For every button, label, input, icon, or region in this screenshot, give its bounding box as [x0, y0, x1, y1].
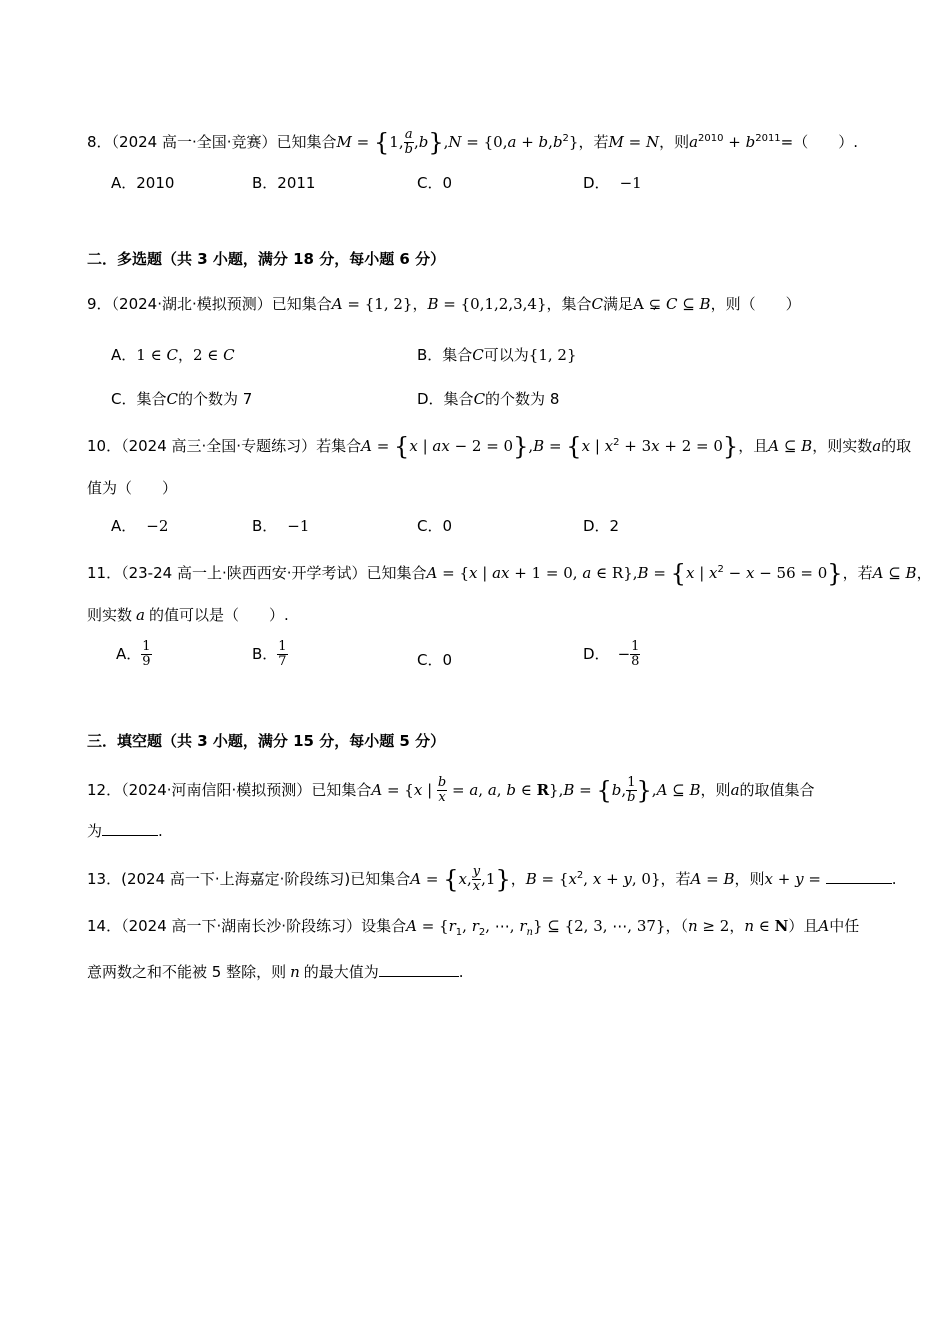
option-a: A．1 ∈ C，2 ∈ C [111, 346, 235, 364]
question-text: ，则（ ） [710, 295, 801, 313]
option-label: A． [111, 346, 137, 364]
question-text: 已知集合 [366, 564, 427, 582]
option-d: D． − $\frac{1}{8}$ [583, 639, 640, 669]
question-text: . [891, 870, 897, 888]
question-text: ，则 [734, 870, 765, 888]
question-number: 12． [87, 781, 122, 799]
question-text: ，若 [842, 564, 873, 582]
option-text: 的个数为 8 [485, 390, 560, 408]
option-c: C．0 [417, 174, 453, 192]
question-text: 已知集合 [276, 133, 337, 151]
fraction: $\frac{1}{7}$ [278, 639, 287, 669]
question-source: （23-24 高一上·陕西西安·开学考试） [121, 564, 367, 582]
option-value: −1 [619, 174, 642, 192]
question-text: 已知集合 [271, 295, 332, 313]
question-number: 13． [87, 870, 122, 888]
question-text: ，（ [665, 917, 688, 935]
question-text: ，且 [738, 437, 769, 455]
question-13: 13．(2024 高一下·上海嘉定·阶段练习)已知集合A = {x, $\frac{y}{x}$ ,1}，$B = \{x^2$, x + y, 0}，若A = B，则x + y = . [87, 864, 897, 894]
question-source: （2024 高一·全国·竞赛） [111, 133, 277, 151]
question-text: ，则实数 [812, 437, 873, 455]
option-d [583, 173, 642, 193]
question-9: 9．（2024·湖北·模拟预测）已知集合A = {1, 2}，B = {0,1,2,3,4}，集合C满足A ⊊ C ⊆ B，则（ ） [87, 295, 801, 313]
option-c: C．0 [417, 651, 453, 669]
option-label: C．集合 [111, 390, 167, 408]
option-label: D．集合 [417, 390, 474, 408]
question-text: 已知集合 [311, 781, 372, 799]
question-text: 若集合 [316, 437, 362, 455]
question-text: 的值可以是（ ）. [148, 606, 289, 624]
question-number: 10． [87, 437, 122, 455]
question-text: . [158, 822, 163, 840]
question-source: （2024·湖北·模拟预测） [111, 295, 272, 313]
question-11: 11．（23-24 高一上·陕西西安·开学考试）已知集合A = {x | ax + 1 = 0, a ∈ R},B = {x | $x^2 - x - 56 = 0$}，若A ⊆ B， [87, 559, 932, 588]
question-text: ，若 [578, 133, 609, 151]
question-text: 中任 [829, 917, 860, 935]
question-text: ， [412, 295, 428, 313]
option-d: D．集合C的个数为 8 [417, 390, 560, 408]
option-c: C．集合C的个数为 7 [111, 390, 253, 408]
option-c: C．0 [417, 517, 453, 535]
answer-blank[interactable] [826, 869, 892, 884]
question-text: ，则 [700, 781, 731, 799]
question-text: ）且 [788, 917, 819, 935]
question-source: (2024 高一下·上海嘉定·阶段练习) [121, 870, 351, 888]
option-d: D．2 [583, 517, 620, 535]
question-10: 10．（2024 高三·全国·专题练习）若集合A = {x | ax − 2 = 0},B = {x | $x^2 + 3x + 2 = 0$}，且A ⊆ B，则实数a的取 [87, 432, 912, 461]
section-title: 二．多选题（共 3 小题，满分 18 分，每小题 6 分） [87, 250, 446, 268]
answer-blank[interactable] [102, 821, 158, 836]
question-source: （2024·河南信阳·模拟预测） [121, 781, 312, 799]
section-title: 三．填空题（共 3 小题，满分 15 分，每小题 5 分） [87, 732, 446, 750]
question-text: 已知集合 [350, 870, 411, 888]
question-text: 为 [87, 822, 103, 840]
question-10-line2: 值为（ ） [87, 479, 178, 497]
answer-blank[interactable] [379, 962, 459, 977]
option-value: −1 [287, 517, 310, 535]
question-text: ，若 [660, 870, 691, 888]
question-12-line2 [87, 821, 163, 841]
question-source: （2024 高三·全国·专题练习） [121, 437, 317, 455]
option-text: 的个数为 7 [177, 390, 253, 408]
question-text: 则实数 [87, 606, 133, 624]
option-b: B．2011 [252, 174, 316, 192]
question-number: 9． [87, 295, 112, 313]
fraction: $\frac{1}{9}$ [142, 639, 151, 669]
question-text: 的最大值为 [303, 963, 379, 981]
option-a: A．2010 [111, 174, 175, 192]
math: M [336, 133, 352, 151]
question-source: （2024 高一下·湖南长沙·阶段练习） [121, 917, 362, 935]
option-b [252, 640, 288, 669]
question-text: 的取值集合 [739, 781, 815, 799]
option-b: B．集合C可以为{1, 2} [417, 346, 577, 364]
question-text: 意两数之和不能被 5 整除，则 [87, 963, 287, 981]
option-a [111, 516, 168, 536]
option-text: 可以为 [483, 346, 529, 364]
option-a [116, 640, 152, 669]
question-text: =（ ）. [780, 133, 859, 151]
option-label: A． [116, 645, 142, 663]
question-8: 8．（2024 高一·全国·竞赛）已知集合M = {1, $\frac{a}{b}$ $,b\},N = \{0,a + b,b^2\}$，若M = N，则$a^{2010} + b^{2011}=$（ ）. [87, 127, 859, 157]
option-label: B．集合 [417, 346, 473, 364]
question-text: 的取 [881, 437, 912, 455]
question-text: 设集合 [361, 917, 407, 935]
option-value: −2 [146, 517, 169, 535]
question-text: . [458, 963, 464, 981]
fraction: $\frac{1}{8}$ [631, 639, 640, 669]
question-number: 8． [87, 133, 112, 151]
question-text: ， [729, 917, 745, 935]
question-14-line2: 意两数之和不能被 5 整除，则 n 的最大值为 . [87, 963, 464, 981]
option-label: D． [583, 645, 610, 663]
fraction: $\frac{a}{b}$ [404, 127, 413, 157]
question-text: 满足 [602, 295, 633, 313]
question-number: 11． [87, 564, 122, 582]
question-text: ，集合 [546, 295, 592, 313]
question-12: 12．（2024·河南信阳·模拟预测）已知集合A = {x | $\frac{b}{x}$ = a, a, b ∈ R},B = {b, $\frac{1}{b}$ },A ⊆ B，则a的取值集合 [87, 775, 815, 805]
option-label: D． [583, 174, 610, 192]
question-11-line2: 则实数 a 的值可以是（ ）. [87, 606, 289, 624]
question-14: 14．（2024 高一下·湖南长沙·阶段练习）设集合$A = \{r_1$, $r_2$, ⋯, $r_n$} ⊆ {2, 3, ⋯, 37}，（n ≥ 2，n ∈ N）且A中任 [87, 917, 860, 938]
fraction: $\frac{1}{b}$ [627, 775, 636, 805]
option-b [252, 516, 309, 536]
option-label: B． [252, 645, 278, 663]
question-text: ，则 [659, 133, 690, 151]
question-number: 14． [87, 917, 122, 935]
fraction: $\frac{b}{x}$ [437, 775, 447, 805]
option-label: B． [252, 517, 278, 535]
fraction: $\frac{y}{x}$ [472, 864, 481, 894]
option-label: A． [111, 517, 137, 535]
